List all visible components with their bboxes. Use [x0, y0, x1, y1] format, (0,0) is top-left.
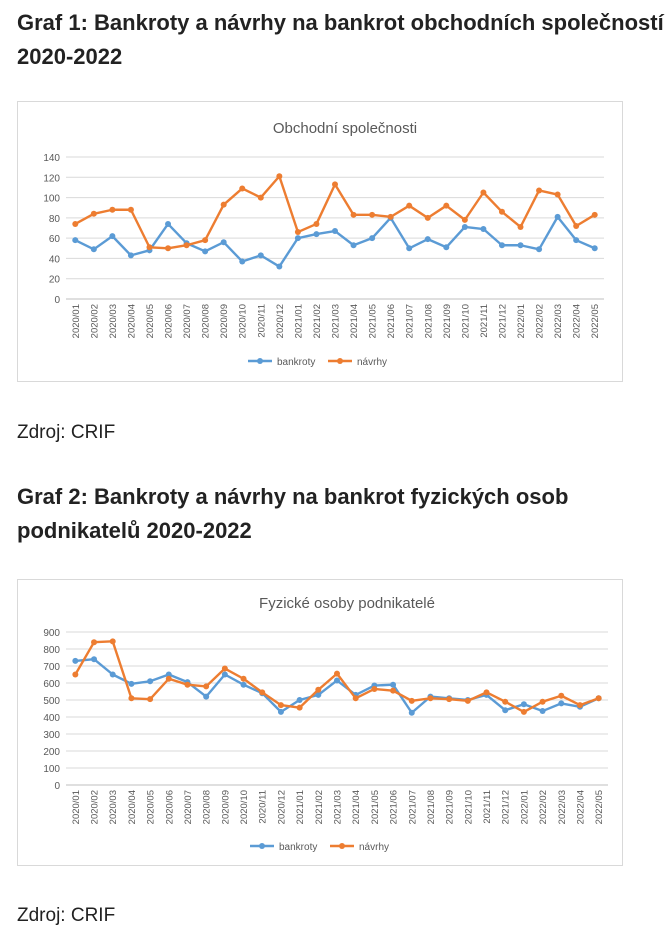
y-tick-label: 40 — [48, 254, 60, 266]
data-point — [577, 702, 583, 708]
data-point — [259, 689, 265, 695]
data-point — [332, 228, 338, 234]
x-tick-label: 2022/02 — [534, 304, 546, 339]
chart2-source: Zdroj: CRIF — [17, 905, 116, 926]
y-tick-label: 140 — [43, 153, 60, 164]
data-point — [221, 202, 227, 208]
x-tick-label: 2021/10 — [460, 304, 472, 339]
y-tick-label: 200 — [43, 747, 60, 758]
data-point — [72, 658, 78, 664]
x-tick-label: 2021/12 — [497, 304, 509, 339]
data-point — [295, 235, 301, 241]
data-point — [409, 710, 415, 716]
x-tick-label: 2020/10 — [239, 790, 251, 825]
x-tick-label: 2021/09 — [444, 790, 456, 825]
x-tick-label: 2020/02 — [89, 304, 101, 339]
y-tick-label: 120 — [43, 173, 60, 185]
data-point — [258, 252, 264, 258]
data-point — [241, 676, 247, 682]
legend-label: bankroty — [277, 357, 316, 368]
chart2-container — [17, 579, 623, 866]
data-point — [165, 221, 171, 227]
chart1-svg — [18, 102, 622, 381]
data-point — [521, 701, 527, 707]
data-point — [184, 682, 190, 688]
data-point — [499, 242, 505, 248]
data-point — [465, 698, 471, 704]
data-point — [297, 697, 303, 703]
x-tick-label: 2020/11 — [256, 304, 268, 338]
data-point — [540, 708, 546, 714]
data-point — [109, 207, 115, 213]
data-point — [536, 187, 542, 193]
data-point — [351, 212, 357, 218]
x-tick-label: 2020/12 — [274, 304, 286, 339]
x-tick-label: 2020/04 — [126, 790, 138, 825]
data-point — [91, 211, 97, 217]
x-tick-label: 2021/09 — [441, 304, 453, 339]
chart-title: Fyzické osoby podnikatelé — [259, 595, 435, 612]
x-tick-label: 2022/03 — [553, 304, 565, 339]
data-point — [278, 709, 284, 715]
series-line-bankroty — [75, 659, 598, 713]
data-point — [315, 687, 321, 693]
x-tick-label: 2021/02 — [311, 304, 323, 339]
legend-label: návrhy — [359, 842, 390, 853]
data-point — [184, 242, 190, 248]
y-tick-label: 900 — [43, 628, 60, 639]
x-tick-label: 2020/09 — [219, 304, 231, 339]
data-point — [425, 215, 431, 221]
data-point — [202, 248, 208, 254]
data-point — [369, 235, 375, 241]
data-point — [295, 229, 301, 235]
data-point — [72, 221, 78, 227]
data-point — [128, 695, 134, 701]
legend-marker — [337, 358, 343, 364]
data-point — [222, 666, 228, 672]
y-tick-label: 800 — [43, 645, 60, 656]
y-tick-label: 700 — [43, 662, 60, 673]
x-tick-label: 2021/08 — [425, 790, 437, 825]
data-point — [147, 678, 153, 684]
data-point — [313, 221, 319, 227]
chart1-source: Zdroj: CRIF — [17, 422, 116, 443]
y-tick-label: 400 — [43, 713, 60, 724]
data-point — [555, 214, 561, 220]
data-point — [409, 698, 415, 704]
data-point — [558, 700, 564, 706]
x-tick-label: 2021/02 — [313, 790, 325, 825]
y-tick-label: 60 — [48, 234, 60, 246]
x-tick-label: 2022/04 — [575, 790, 587, 825]
x-tick-label: 2021/11 — [482, 790, 494, 824]
data-point — [518, 242, 524, 248]
data-point — [388, 214, 394, 220]
data-point — [202, 237, 208, 243]
x-tick-label: 2020/04 — [126, 304, 138, 339]
x-tick-label: 2022/01 — [516, 304, 528, 339]
x-tick-label: 2021/01 — [293, 304, 305, 339]
data-point — [91, 656, 97, 662]
data-point — [110, 672, 116, 678]
data-point — [297, 705, 303, 711]
data-point — [425, 236, 431, 242]
legend-marker — [259, 843, 265, 849]
x-tick-label: 2020/01 — [70, 790, 82, 825]
y-tick-label: 80 — [48, 213, 60, 225]
data-point — [518, 224, 524, 230]
data-point — [427, 695, 433, 701]
x-tick-label: 2021/12 — [500, 790, 512, 825]
data-point — [313, 231, 319, 237]
data-point — [91, 246, 97, 252]
data-point — [147, 696, 153, 702]
x-tick-label: 2021/05 — [369, 790, 381, 825]
data-point — [596, 695, 602, 701]
data-point — [390, 682, 396, 688]
x-tick-label: 2020/03 — [107, 304, 119, 339]
data-point — [258, 195, 264, 201]
chart1-container — [17, 101, 623, 382]
chart1-heading-line1: Graf 1: Bankroty a návrhy na bankrot obchodních společností 2020-2022 — [17, 10, 664, 69]
x-tick-label: 2020/10 — [237, 304, 249, 339]
x-tick-label: 2021/06 — [388, 790, 400, 825]
y-tick-label: 300 — [43, 730, 60, 741]
chart2-svg — [18, 580, 622, 865]
data-point — [222, 672, 228, 678]
x-tick-label: 2020/09 — [220, 790, 232, 825]
legend-marker — [339, 843, 345, 849]
x-tick-label: 2021/01 — [295, 790, 307, 825]
data-point — [369, 212, 375, 218]
x-tick-label: 2020/01 — [70, 304, 82, 339]
data-point — [334, 671, 340, 677]
data-point — [221, 239, 227, 245]
data-point — [241, 682, 247, 688]
data-point — [502, 707, 508, 713]
data-point — [499, 209, 505, 215]
x-tick-label: 2022/05 — [590, 304, 602, 339]
data-point — [406, 203, 412, 209]
y-tick-label: 600 — [43, 679, 60, 690]
data-point — [110, 638, 116, 644]
data-point — [239, 258, 245, 264]
x-tick-label: 2020/03 — [108, 790, 120, 825]
data-point — [128, 681, 134, 687]
data-point — [446, 696, 452, 702]
data-point — [128, 252, 134, 258]
data-point — [540, 699, 546, 705]
x-tick-label: 2020/07 — [182, 304, 194, 339]
data-point — [480, 226, 486, 232]
data-point — [443, 244, 449, 250]
data-point — [443, 203, 449, 209]
data-point — [72, 237, 78, 243]
x-tick-label: 2020/06 — [163, 304, 175, 339]
x-tick-label: 2021/07 — [404, 304, 416, 339]
data-point — [573, 223, 579, 229]
data-point — [203, 683, 209, 689]
data-point — [91, 639, 97, 645]
x-tick-label: 2021/10 — [463, 790, 475, 825]
data-point — [480, 190, 486, 196]
data-point — [502, 699, 508, 705]
x-tick-label: 2020/08 — [200, 304, 212, 339]
x-tick-label: 2021/11 — [478, 304, 490, 338]
x-tick-label: 2021/05 — [367, 304, 379, 339]
y-tick-label: 0 — [54, 781, 60, 792]
x-tick-label: 2021/07 — [407, 790, 419, 825]
y-tick-label: 20 — [48, 274, 60, 286]
data-point — [371, 686, 377, 692]
x-tick-label: 2020/07 — [182, 790, 194, 825]
data-point — [353, 695, 359, 701]
x-tick-label: 2020/12 — [276, 790, 288, 825]
data-point — [278, 702, 284, 708]
data-point — [351, 242, 357, 248]
data-point — [109, 233, 115, 239]
x-tick-label: 2022/04 — [571, 304, 583, 339]
x-tick-label: 2020/08 — [201, 790, 213, 825]
data-point — [555, 192, 561, 198]
data-point — [239, 185, 245, 191]
x-tick-label: 2020/06 — [164, 790, 176, 825]
x-tick-label: 2021/08 — [423, 304, 435, 339]
x-tick-label: 2022/03 — [556, 790, 568, 825]
data-point — [276, 173, 282, 179]
x-tick-label: 2021/04 — [351, 790, 363, 825]
y-tick-label: 500 — [43, 696, 60, 707]
data-point — [521, 709, 527, 715]
x-tick-label: 2021/06 — [386, 304, 398, 339]
x-tick-label: 2022/02 — [538, 790, 550, 825]
x-tick-label: 2020/05 — [145, 790, 157, 825]
data-point — [332, 181, 338, 187]
x-tick-label: 2020/05 — [144, 304, 156, 339]
data-point — [462, 217, 468, 223]
y-tick-label: 100 — [43, 764, 60, 775]
data-point — [462, 224, 468, 230]
data-point — [592, 245, 598, 251]
x-tick-label: 2021/04 — [349, 304, 361, 339]
legend-label: návrhy — [357, 357, 388, 368]
data-point — [558, 693, 564, 699]
data-point — [203, 694, 209, 700]
x-tick-label: 2021/03 — [330, 304, 342, 339]
chart-title: Obchodní společnosti — [272, 120, 418, 137]
data-point — [146, 244, 152, 250]
data-point — [592, 212, 598, 218]
legend-marker — [257, 358, 263, 364]
data-point — [406, 245, 412, 251]
data-point — [573, 237, 579, 243]
y-tick-label: 0 — [54, 295, 60, 306]
data-point — [165, 245, 171, 251]
x-tick-label: 2020/11 — [257, 790, 269, 824]
chart2-heading: Graf 2: Bankroty a návrhy na bankrot fyzických osob podnikatelů 2020-2022 — [17, 484, 569, 543]
data-point — [276, 264, 282, 270]
data-point — [128, 207, 134, 213]
data-point — [484, 689, 490, 695]
x-tick-label: 2022/01 — [519, 790, 531, 825]
y-tick-label: 100 — [43, 193, 60, 205]
data-point — [536, 246, 542, 252]
data-point — [72, 672, 78, 678]
legend-label: bankroty — [279, 842, 318, 853]
data-point — [390, 688, 396, 694]
x-tick-label: 2020/02 — [89, 790, 101, 825]
x-tick-label: 2022/05 — [594, 790, 606, 825]
data-point — [166, 676, 172, 682]
x-tick-label: 2021/03 — [332, 790, 344, 825]
